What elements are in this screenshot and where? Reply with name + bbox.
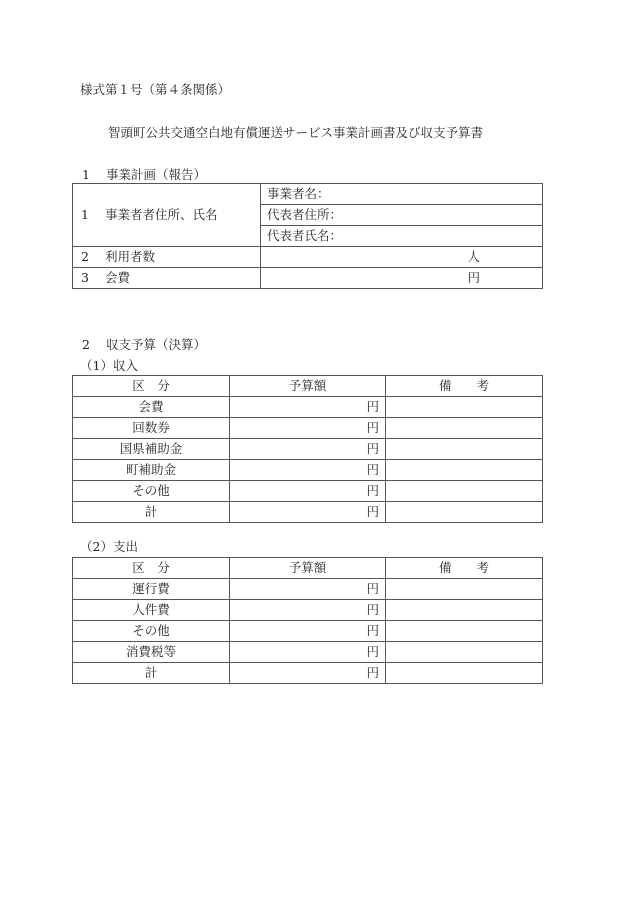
remarks-field[interactable] xyxy=(386,439,543,460)
row-num: 2 xyxy=(81,249,89,264)
header-budget: 予算額 xyxy=(230,376,386,397)
expense-subheading: （2）支出 xyxy=(80,539,138,554)
table-row xyxy=(73,642,543,663)
category-cell: 回数券 xyxy=(73,418,230,439)
budget-amount-field[interactable]: 円 xyxy=(230,460,386,481)
section2-heading xyxy=(82,335,206,353)
remarks-field[interactable] xyxy=(386,600,543,621)
table-row xyxy=(73,600,543,621)
row-label: 事業者者住所、氏名 xyxy=(105,207,218,222)
table-row xyxy=(73,579,543,600)
remarks-field[interactable] xyxy=(386,481,543,502)
remarks-field[interactable] xyxy=(386,397,543,418)
remarks-field[interactable] xyxy=(386,663,543,684)
budget-amount-field[interactable]: 円 xyxy=(230,439,386,460)
budget-amount-field[interactable]: 円 xyxy=(230,502,386,523)
table-row xyxy=(73,439,543,460)
document-title: 智頭町公共交通空白地有償運送サービス事業計画書及び収支予算書 xyxy=(108,125,484,140)
budget-amount-field[interactable]: 円 xyxy=(230,642,386,663)
table-row xyxy=(73,481,543,502)
category-cell: 町補助金 xyxy=(73,460,230,481)
fee-amount-field[interactable]: 円 xyxy=(261,268,543,289)
category-cell: 消費税等 xyxy=(73,642,230,663)
form-label: 様式第１号（第４条関係） xyxy=(80,82,231,97)
table-row xyxy=(73,502,543,523)
budget-amount-field[interactable]: 円 xyxy=(230,397,386,418)
representative-address-field[interactable]: 代表者住所： xyxy=(261,205,543,226)
table-header-row xyxy=(73,376,543,397)
remarks-field[interactable] xyxy=(386,460,543,481)
section1-heading xyxy=(82,165,206,183)
table-row xyxy=(73,397,543,418)
expense-table xyxy=(72,557,543,684)
budget-amount-field[interactable]: 円 xyxy=(230,481,386,502)
category-cell: その他 xyxy=(73,481,230,502)
table-row xyxy=(73,247,543,268)
users-count-field[interactable]: 人 xyxy=(261,247,543,268)
fee-label-cell xyxy=(73,268,261,289)
income-subheading: （1）収入 xyxy=(80,358,138,373)
remarks-field[interactable] xyxy=(386,621,543,642)
category-cell: 人件費 xyxy=(73,600,230,621)
table-row xyxy=(73,621,543,642)
category-cell: 会費 xyxy=(73,397,230,418)
section2-heading-text: 収支予算（決算） xyxy=(106,337,207,352)
header-remarks: 備 考 xyxy=(386,558,543,579)
representative-name-field[interactable]: 代表者氏名： xyxy=(261,226,543,247)
remarks-field[interactable] xyxy=(386,502,543,523)
income-table xyxy=(72,375,543,523)
row-label: 会費 xyxy=(105,270,131,285)
row-num: 3 xyxy=(81,270,89,285)
budget-amount-field[interactable]: 円 xyxy=(230,579,386,600)
header-budget: 予算額 xyxy=(230,558,386,579)
table-row xyxy=(73,268,543,289)
business-plan-table xyxy=(72,183,543,289)
table-row xyxy=(73,460,543,481)
budget-amount-field[interactable]: 円 xyxy=(230,663,386,684)
category-cell: 国県補助金 xyxy=(73,439,230,460)
table-row xyxy=(73,418,543,439)
category-cell: 計 xyxy=(73,502,230,523)
category-cell: その他 xyxy=(73,621,230,642)
header-category: 区 分 xyxy=(73,558,230,579)
business-name-field[interactable]: 事業者名： xyxy=(261,184,543,205)
category-cell: 運行費 xyxy=(73,579,230,600)
section2-heading-num: 2 xyxy=(82,337,90,352)
section1-heading-num: 1 xyxy=(82,167,90,182)
remarks-field[interactable] xyxy=(386,642,543,663)
remarks-field[interactable] xyxy=(386,579,543,600)
row-num: 1 xyxy=(81,207,89,222)
budget-amount-field[interactable]: 円 xyxy=(230,621,386,642)
table-header-row xyxy=(73,558,543,579)
budget-amount-field[interactable]: 円 xyxy=(230,600,386,621)
category-cell: 計 xyxy=(73,663,230,684)
table-row xyxy=(73,663,543,684)
table-row xyxy=(73,184,543,205)
header-remarks: 備 考 xyxy=(386,376,543,397)
budget-amount-field[interactable]: 円 xyxy=(230,418,386,439)
row-label: 利用者数 xyxy=(105,249,156,264)
section1-heading-text: 事業計画（報告） xyxy=(106,167,207,182)
users-label-cell xyxy=(73,247,261,268)
header-category: 区 分 xyxy=(73,376,230,397)
applicant-label-cell xyxy=(73,184,261,247)
remarks-field[interactable] xyxy=(386,418,543,439)
